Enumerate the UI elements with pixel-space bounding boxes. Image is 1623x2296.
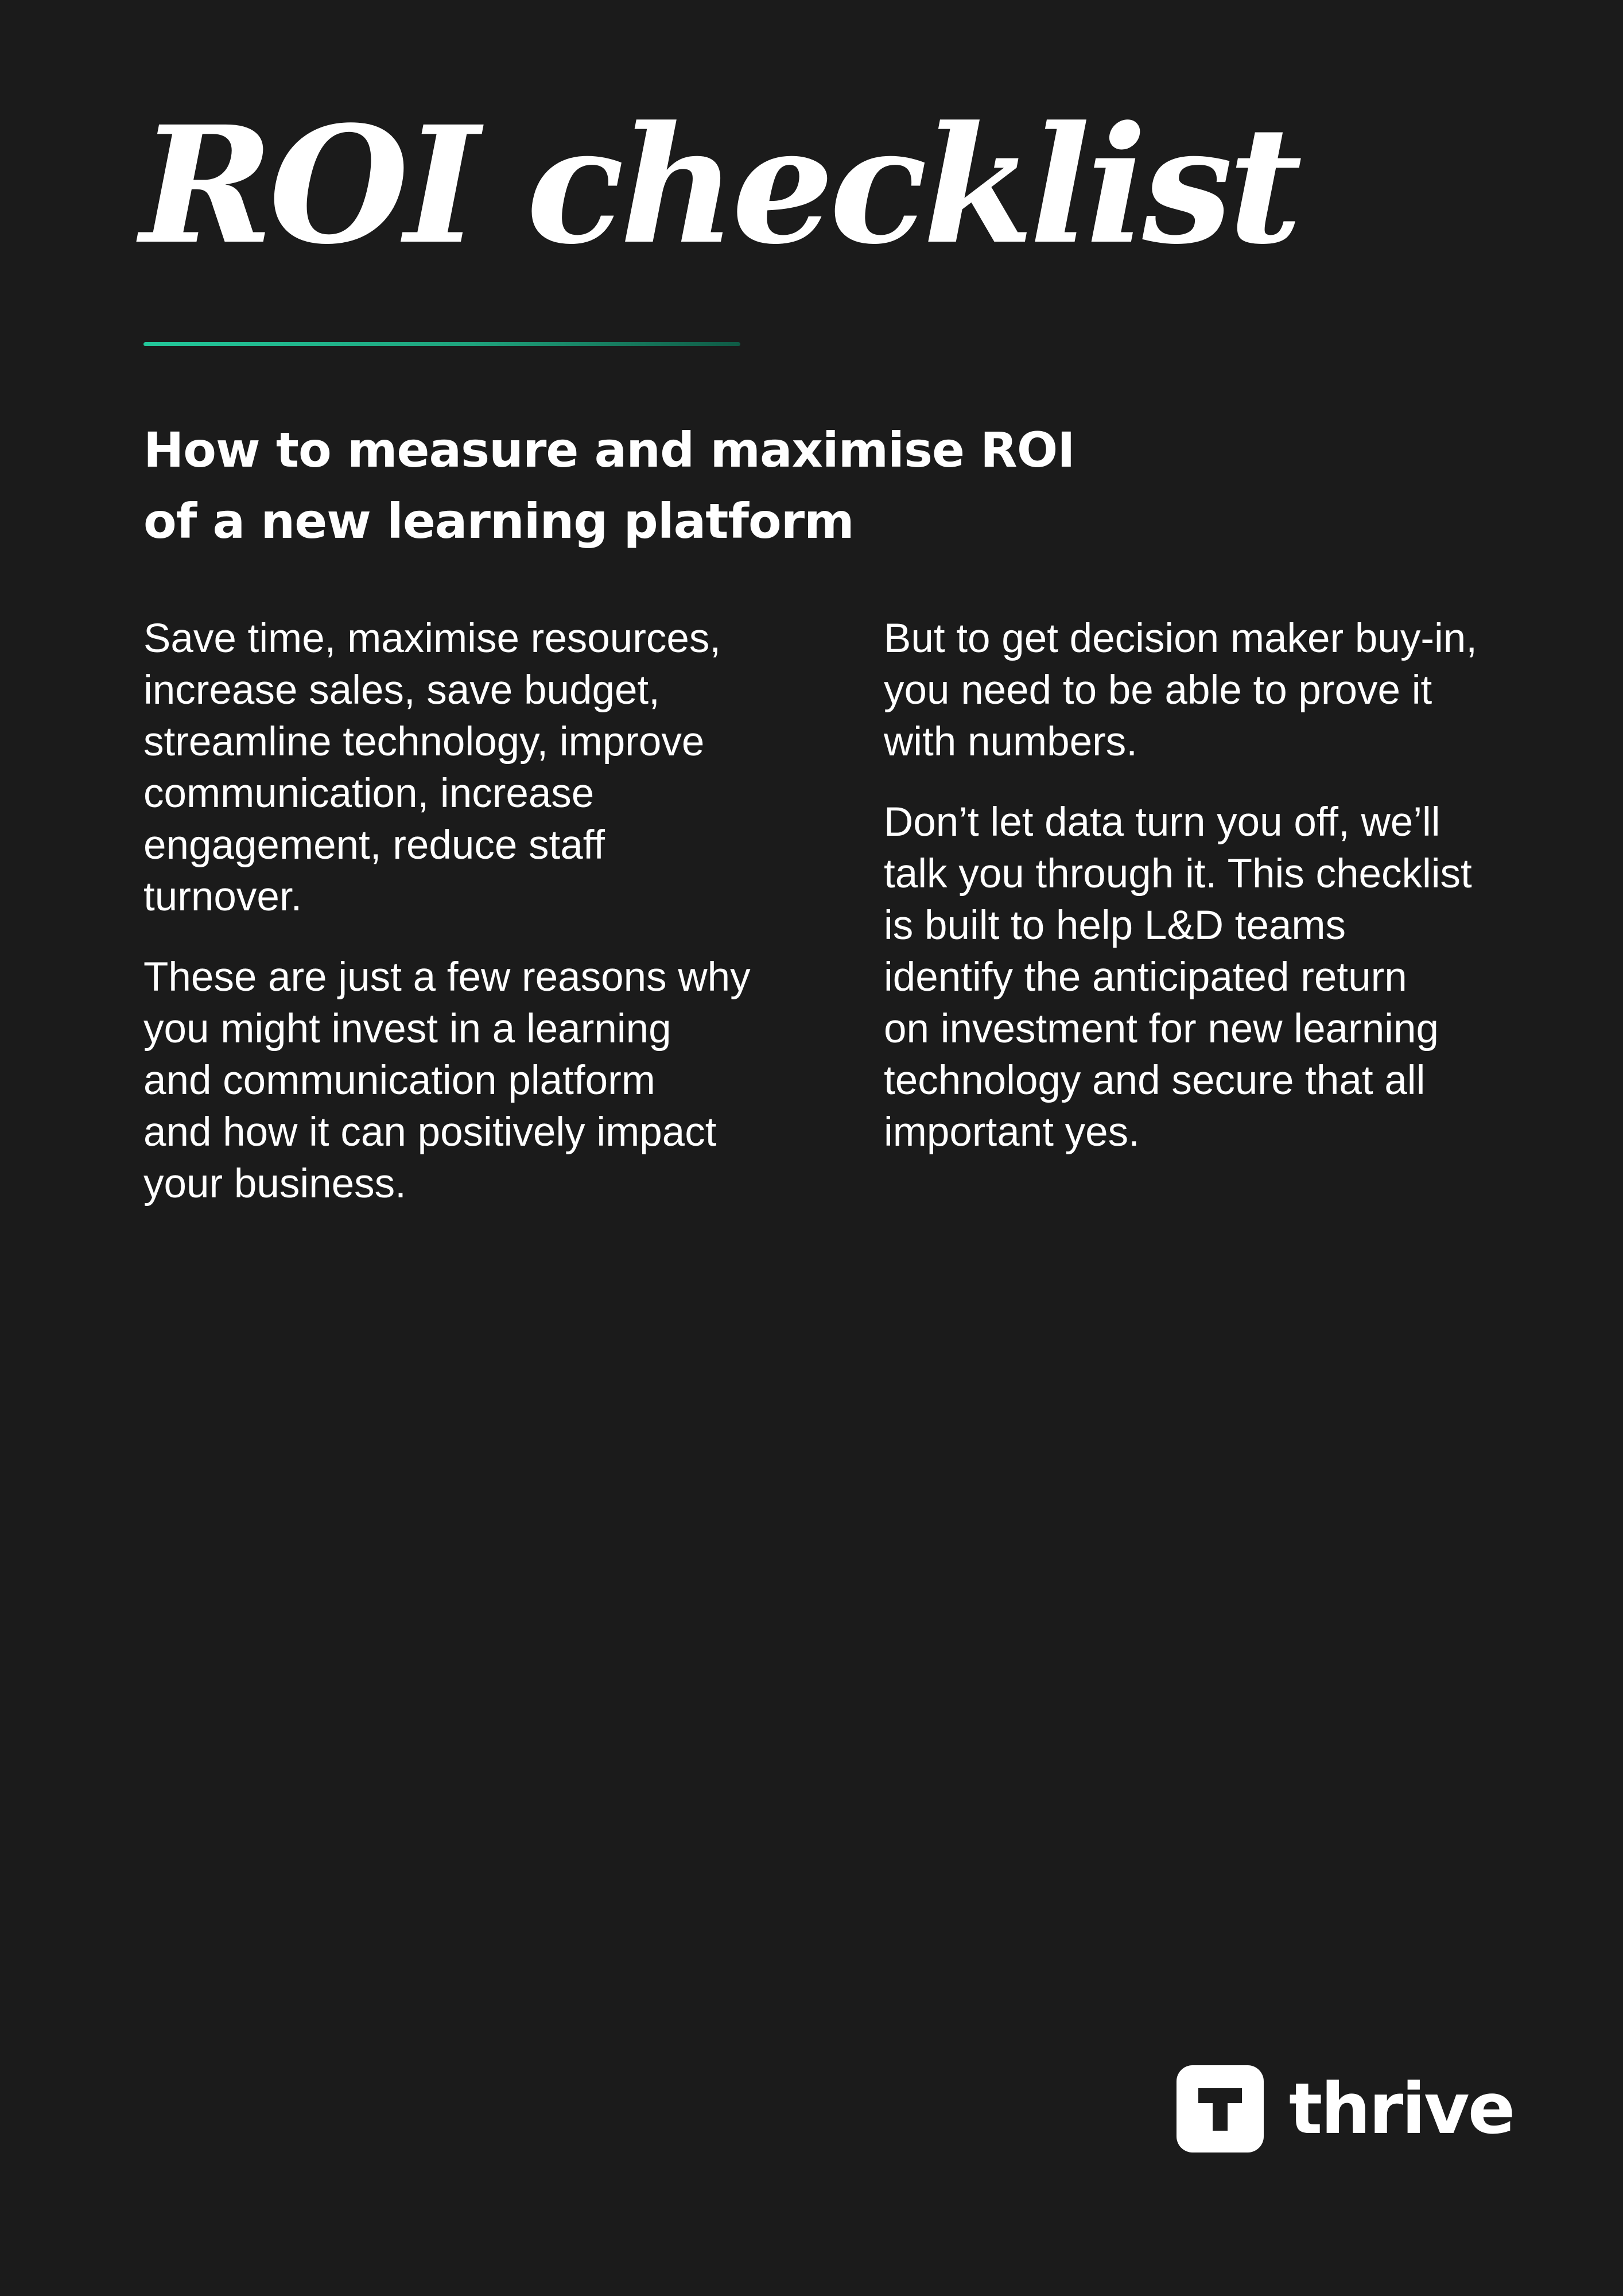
left-text-column [143,613,752,1239]
text-line: you need to be able to prove it [884,668,1432,713]
text-line: and how it can positively impact [143,1110,717,1155]
page-subtitle [143,414,1119,557]
page-title: ROI checklist [140,91,1298,280]
text-line: technology and secure that all [884,1058,1426,1103]
text-line: on investment for new learning [884,1006,1439,1052]
subtitle-line: How to measure and maximise ROI [143,422,1075,478]
text-line: identify the anticipated return [884,955,1407,1000]
logo-wordmark: thrive [1289,2068,1514,2150]
text-line: your business. [143,1161,406,1207]
thrive-logo [1177,2065,1513,2152]
text-line: Don’t let data turn you off, we’ll [884,800,1440,845]
text-line: talk you through it. This checklist [884,851,1472,897]
text-line: These are just a few reasons why [143,955,751,1000]
thrive-t-logo-icon [1177,2065,1264,2152]
text-line: with numbers. [884,719,1137,765]
text-line: communication, increase [143,771,595,816]
text-line: increase sales, save budget, [143,668,660,713]
text-line: important yes. [884,1110,1140,1155]
text-line: engagement, reduce staff [143,823,605,868]
text-line: Save time, maximise resources, [143,616,721,661]
left-paragraph-1 [143,613,752,923]
text-line: But to get decision maker buy-in, [884,616,1477,661]
accent-divider [143,342,740,346]
right-paragraph-1 [884,613,1492,768]
text-line: streamline technology, improve [143,719,705,765]
left-paragraph-2 [143,952,752,1210]
text-line: you might invest in a learning [143,1006,671,1052]
right-text-column [884,613,1492,1187]
right-paragraph-2 [884,797,1492,1158]
text-line: turnover. [143,874,302,920]
text-line: is built to help L&D teams [884,903,1346,948]
subtitle-line: of a new learning platform [143,493,854,549]
text-line: and communication platform [143,1058,655,1103]
